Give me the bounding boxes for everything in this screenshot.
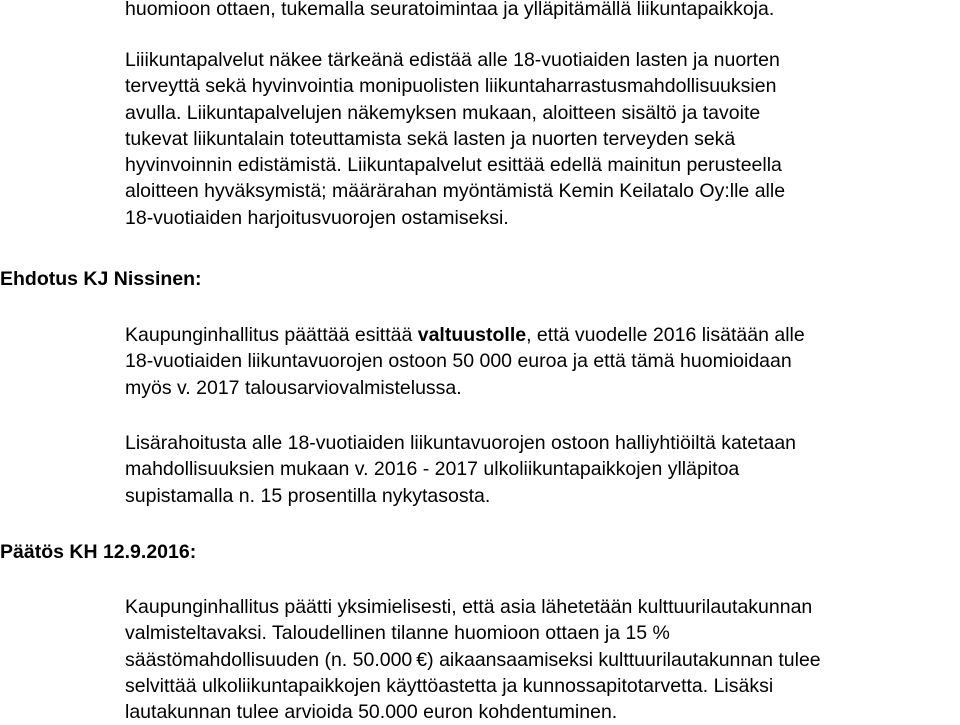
text-line: terveyttä sekä hyvinvointia monipuolisten liikuntaharrastusmahdollisuuksien bbox=[125, 75, 777, 98]
paragraph-additional-funding bbox=[125, 430, 955, 509]
text-line: tukevat liikuntalain toteuttamista sekä lasten ja nuorten terveyden sekä bbox=[125, 127, 736, 150]
text-line: Liiikuntapalvelut näkee tärkeänä edistää alle 18-vuotiaiden lasten ja nuorten bbox=[125, 49, 780, 71]
text-line: selvittää ulkoliikuntapaikkojen käyttöastetta ja kunnossapitotarvetta. Lisäksi bbox=[125, 674, 774, 697]
paragraph-proposal bbox=[125, 322, 955, 401]
text-line bbox=[125, 322, 955, 348]
decision-heading: Päätös KH 12.9.2016: bbox=[0, 541, 197, 563]
text-segment: Kaupunginhallitus päättää esittää bbox=[125, 324, 418, 346]
text-line: huomioon ottaen, tukemalla seuratoimintaa ja ylläpitämällä liikuntapaikkoja. bbox=[125, 0, 775, 20]
text-line: Kaupunginhallitus päätti yksimielisesti, että asia lähetetään kulttuurilautakunnan bbox=[125, 596, 813, 618]
text-segment: säästömahdollisuuden (n. 50.000 bbox=[125, 648, 413, 671]
text-line: myös v. 2017 talousarviovalmistelussa. bbox=[125, 376, 462, 399]
text-line: 18-vuotiaiden harjoitusvuorojen ostamiseksi. bbox=[125, 206, 509, 229]
emphasized-text: valtuustolle bbox=[417, 324, 527, 346]
text-segment: , että vuodelle 2016 lisätään alle bbox=[526, 324, 805, 346]
text-segment: ) aikaansaamiseksi kulttuurilautakunnan tulee bbox=[427, 648, 821, 671]
paragraph-decision bbox=[125, 594, 955, 725]
text-line: avulla. Liikuntapalvelujen näkemyksen mukaan, aloitteen sisältö ja tavoite bbox=[125, 101, 761, 124]
text-line: valmisteltavaksi. Taloudellinen tilanne huomioon ottaen ja 15 % bbox=[125, 622, 670, 645]
paragraph-intro-tail bbox=[125, 0, 955, 22]
text-line: aloitteen hyväksymistä; määrärahan myöntämistä Kemin Keilatalo Oy:lle alle bbox=[125, 180, 786, 203]
text-line: Lisärahoitusta alle 18-vuotiaiden liikuntavuorojen ostoon halliyhtiöiltä katetaan bbox=[125, 432, 797, 454]
text-line: mahdollisuuksien mukaan v. 2016 - 2017 ulkoliikuntapaikkojen ylläpitoa bbox=[125, 458, 740, 481]
euro-symbol: € bbox=[416, 648, 428, 671]
text-line bbox=[125, 647, 955, 673]
paragraph-liikuntapalvelut-statement bbox=[125, 47, 955, 231]
text-line: 18-vuotiaiden liikuntavuorojen ostoon 50 000 euroa ja että tämä huomioidaan bbox=[125, 350, 792, 373]
text-line: lautakunnan tulee arvioida 50.000 euron kohdentuminen. bbox=[125, 701, 618, 724]
text-line: hyvinvoinnin edistämistä. Liikuntapalvelut esittää edellä mainitun perusteella bbox=[125, 154, 782, 177]
text-line: supistamalla n. 15 prosentilla nykytasosta. bbox=[125, 484, 491, 507]
proposal-heading: Ehdotus KJ Nissinen: bbox=[0, 268, 202, 290]
